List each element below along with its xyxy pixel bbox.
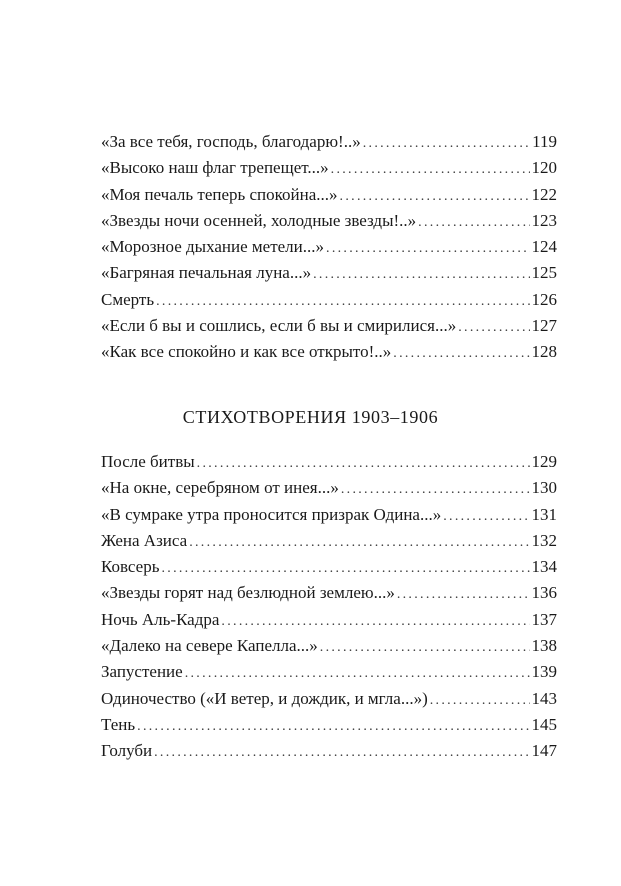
toc-section-1 [101, 129, 557, 366]
dot-leader [189, 530, 529, 556]
dot-leader [418, 210, 529, 236]
toc-entry [101, 129, 557, 155]
toc-entry-page: 147 [531, 741, 557, 761]
toc-entry-page: 122 [531, 184, 557, 204]
toc-entry-title: «Далеко на севере Капелла...» [101, 636, 318, 656]
toc-entry-page: 137 [531, 609, 557, 629]
dot-leader [185, 661, 530, 687]
toc-entry-page: 131 [531, 504, 557, 524]
dot-leader [397, 582, 530, 608]
toc-entry-page: 126 [531, 289, 557, 309]
toc-entry [101, 182, 557, 208]
toc-entry-page: 138 [531, 636, 557, 656]
dot-leader [156, 289, 529, 315]
toc-entry-page: 127 [531, 316, 557, 336]
toc-entry-title: Жена Азиса [101, 530, 188, 550]
toc-entry [101, 554, 557, 580]
dot-leader [331, 157, 530, 183]
toc-entry-title: «Как все спокойно и как все открыто!..» [101, 342, 392, 362]
toc-entry-page: 132 [531, 530, 557, 550]
toc-entry-page: 136 [531, 583, 557, 603]
dot-leader [154, 740, 529, 766]
toc-entry [101, 234, 557, 260]
toc-entry [101, 208, 557, 234]
dot-leader [363, 131, 530, 157]
toc-entry [101, 475, 557, 501]
dot-leader [458, 315, 529, 341]
toc-entry-title: «Моя печаль теперь спокойна...» [101, 184, 338, 204]
toc-entry-title: «За все тебя, господь, благодарю!..» [101, 132, 361, 151]
toc-entry-title: Смерть [101, 289, 155, 309]
toc-entry-page: 120 [531, 158, 557, 178]
dot-leader [326, 236, 529, 262]
dot-leader [320, 635, 530, 661]
toc-entry-page: 143 [531, 688, 557, 708]
toc-entry [101, 659, 557, 685]
dot-leader [221, 609, 529, 635]
toc-entry-page: 130 [531, 478, 557, 498]
toc-entry [101, 287, 557, 313]
toc-entry-title: После битвы [101, 452, 195, 471]
toc-entry-page: 124 [531, 237, 557, 257]
toc-entry-page: 139 [531, 662, 557, 682]
toc-entry-title: Одиночество («И ветер, и дождик, и мгла...») [101, 688, 428, 708]
toc-entry-page: 128 [531, 342, 557, 362]
section-heading: СТИХОТВОРЕНИЯ 1903–1906 [182, 407, 439, 427]
toc-entry-title: Запустение [101, 662, 183, 682]
toc-entry-title: Тень [101, 714, 136, 734]
toc-entry-title: «На окне, серебряном от инея...» [101, 478, 339, 498]
toc-entry-title: Голуби [101, 741, 153, 761]
toc-entry-title: «Звезды ночи осенней, холодные звезды!..» [101, 210, 417, 230]
toc-entry [101, 580, 557, 606]
toc-entry-title: «В сумраке утра проносится призрак Одина...» [101, 504, 442, 524]
toc-entry-title: «Багряная печальная луна...» [101, 263, 312, 283]
toc-entry [101, 712, 557, 738]
toc-entry-title: «Высоко наш флаг трепещет...» [101, 158, 329, 178]
toc-entry-page: 123 [531, 210, 557, 230]
toc-entry-page: 119 [532, 132, 557, 151]
toc-entry [101, 313, 557, 339]
toc-entry-page: 129 [531, 452, 557, 471]
toc-entry [101, 502, 557, 528]
dot-leader [443, 504, 529, 530]
toc-entry-title: Ковсерь [101, 557, 160, 577]
toc-entry [101, 260, 557, 286]
dot-leader [161, 556, 529, 582]
dot-leader [340, 184, 530, 210]
dot-leader [313, 262, 529, 288]
toc-section-2 [101, 449, 557, 765]
dot-leader [430, 688, 530, 714]
dot-leader [393, 341, 529, 367]
toc-entry-title: «Если б вы и сошлись, если б вы и смирилися...» [101, 316, 457, 336]
toc-entry [101, 686, 557, 712]
toc-entry-page: 134 [531, 557, 557, 577]
toc-entry [101, 155, 557, 181]
toc-entry-title: «Морозное дыхание метели...» [101, 237, 325, 257]
dot-leader [197, 451, 530, 477]
dot-leader [341, 477, 530, 503]
toc-entry [101, 738, 557, 764]
dot-leader [137, 714, 529, 740]
toc-entry-page: 145 [531, 714, 557, 734]
toc-entry [101, 633, 557, 659]
toc-entry-page: 125 [531, 263, 557, 283]
toc-entry [101, 528, 557, 554]
toc-entry [101, 607, 557, 633]
toc-entry [101, 449, 557, 475]
toc-entry [101, 339, 557, 365]
toc-entry-title: Ночь Аль-Кадра [101, 609, 220, 629]
toc-entry-title: «Звезды горят над безлюдной землею...» [101, 583, 395, 603]
